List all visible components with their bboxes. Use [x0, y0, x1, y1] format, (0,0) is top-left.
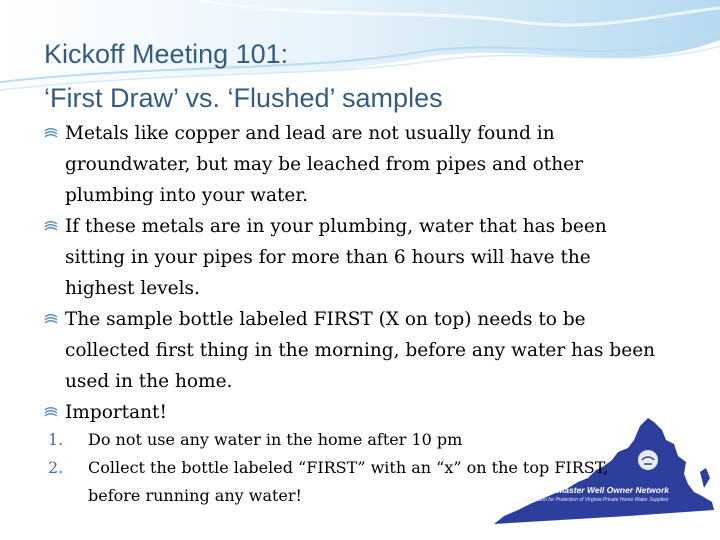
- title-line-2: ‘First Draw’ vs. ‘Flushed’ samples: [44, 83, 443, 113]
- bullet-text: If these metals are in your plumbing, water that has been sitting in your pipes for more than 6 hours will have the highest levels.: [65, 216, 607, 299]
- bullet-item: [44, 304, 664, 397]
- bullet-item: [44, 211, 664, 304]
- logo-name: Virginia Master Well Owner Network: [523, 485, 669, 495]
- item-text: Collect the bottle labeled “FIRST” with an “x” on the top FIRST, before running any water!: [88, 458, 609, 505]
- bullet-item: [44, 118, 664, 211]
- title-line-1: Kickoff Meeting 101:: [44, 39, 289, 69]
- bullet-marker-icon: [44, 314, 58, 326]
- bullet-text: Metals like copper and lead are not usually found in groundwater, but may be leached from pipes and other plumbing into your water.: [65, 123, 583, 206]
- numbered-item: [48, 426, 648, 454]
- item-text: Do not use any water in the home after 10 pm: [88, 430, 463, 449]
- bullet-marker-icon: [44, 221, 58, 233]
- bullet-list: [44, 118, 664, 428]
- bullet-text: Important!: [65, 402, 167, 423]
- item-number: 1.: [48, 430, 64, 449]
- bullet-marker-icon: [44, 407, 58, 419]
- slide-title: [44, 32, 704, 120]
- item-number: 2.: [48, 458, 64, 477]
- numbered-list: [48, 426, 648, 510]
- logo-tagline: Education for Protection of Virginia Private Home Water Supplies: [524, 497, 669, 503]
- bullet-marker-icon: [44, 128, 58, 140]
- numbered-item: [48, 454, 648, 510]
- bullet-text: The sample bottle labeled FIRST (X on top) needs to be collected first thing in the morning, before any water has been used in the home.: [65, 309, 656, 392]
